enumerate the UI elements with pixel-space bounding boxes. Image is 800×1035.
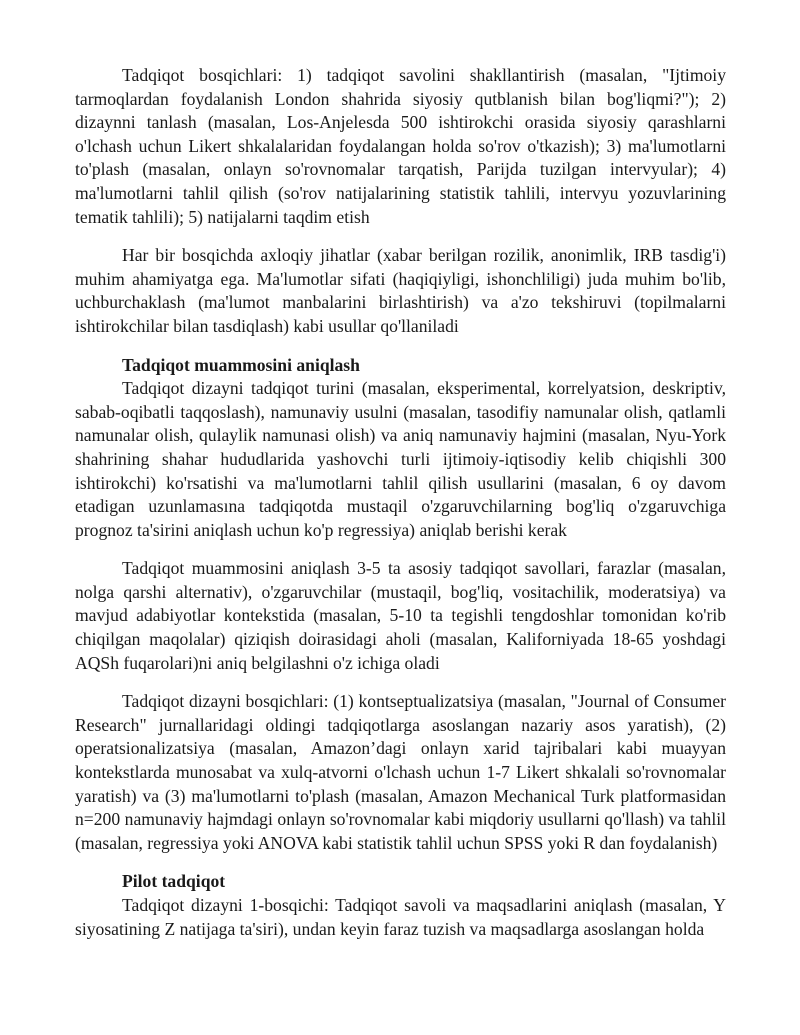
section-heading-problem-definition: Tadqiqot muammosini aniqlash [122, 354, 360, 375]
paragraph-research-design: Tadqiqot dizayni tadqiqot turini (masalan, eksperimental, korrelyatsion, deskriptiv, sabab-oqibatli taqqoslash), namunaviy usulni (masalan, tasodifiy namunalar olish, qatlamli namunalar olish, qulaylik namunasi olish) va aniq namunaviy hajmini (masalan, Nyu-York shahrining shahar hududlarida yashovchi turli ijtimoiy-iqtisodiy kelib chiqishli 300 ishtirokchi) ko'rsatishi va ma'lumotlarni tahlil qilish usullarini (masalan, 6 oy davom etadigan uzunlamasına tadqiqotda mustaqil o'zgaruvchilarning bog'liq o'zgaruvchiga prognoz ta'sirini aniqlash uchun ko'p regressiya) aniqlab berishi kerak [75, 378, 726, 540]
paragraph-pilot-stage-one: Tadqiqot dizayni 1-bosqichi: Tadqiqot savoli va maqsadlarini aniqlash (masalan, Y siyosatining Z natijaga ta'siri), undan keyin faraz tuzish va maqsadlarga asoslangan holda [75, 895, 726, 939]
document-page [75, 64, 726, 956]
paragraph-research-stages: Tadqiqot bosqichlari: 1) tadqiqot savolini shakllantirish (masalan, "Ijtimoiy tarmoqlardan foydalanish London shahrida siyosiy qutblanish bilan bog'liqmi?"); 2) dizaynni tanlash (masalan, Los-Anjelesda 500 ishtirokchi orasida siyosiy qarashlarni o'lchash uchun Likert shkalalaridan foydalangan holda so'rov o'tkazish); 3) ma'lumotlarni to'plash (masalan, onlayn so'rovnomalar tarqatish, Parijda tuzilgan intervyular); 4) ma'lumotlarni tahlil qilish (so'rov natijalarining statistik tahlili, intervyu yozuvlarining tematik tahlili); 5) natijalarni taqdim etish [75, 65, 726, 227]
section-heading-pilot-study: Pilot tadqiqot [122, 871, 226, 892]
paragraph-problem-definition: Tadqiqot muammosini aniqlash 3-5 ta asosiy tadqiqot savollari, farazlar (masalan, nolga qarshi alternativ), o'zgaruvchilar (mustaqil, bog'liq, vositachilik, moderatsiya) va mavjud adabiyotlar kontekstida (masalan, 5-10 ta tegishli tengdoshlar tomonidan ko'rib chiqilgan maqolalar) qiziqish doirasidagi aholi (masalan, Kaliforniyada 18-65 yoshdagi AQSh fuqarolari)ni aniq belgilashni o'z ichiga oladi [75, 558, 726, 673]
paragraph-design-stages: Tadqiqot dizayni bosqichlari: (1) kontseptualizatsiya (masalan, "Journal of Consumer Research" jurnallaridagi oldingi tadqiqotlarga asoslangan nazariy asos yaratish), (2) operatsionalizatsiya (masalan, Amazon’dagi onlayn xarid tajribalari kabi muayyan kontekstlarda munosabat va xulq-atvorni o'lchash uchun 1-7 Likert shkalali so'rovnomalar yaratish) va (3) ma'lumotlarni to'plash (masalan, Amazon Mechanical Turk platformasidan n=200 namunaviy hajmdagi onlayn so'rovnomalar kabi miqdoriy usullarni qo'llash) va tahlil (masalan, regressiya yoki ANOVA kabi statistik tahlil uchun SPSS yoki R dan foydalanish) [75, 691, 726, 853]
paragraph-ethics: Har bir bosqichda axloqiy jihatlar (xabar berilgan rozilik, anonimlik, IRB tasdig'i) muhim ahamiyatga ega. Ma'lumotlar sifati (haqiqiyligi, ishonchliligi) juda muhim bo'lib, uchburchaklash (ma'lumot manbalarini birlashtirish) va a'zo tekshiruvi (topilmalarni ishtirokchilar bilan tasdiqlash) kabi usullar qo'llaniladi [75, 245, 726, 336]
